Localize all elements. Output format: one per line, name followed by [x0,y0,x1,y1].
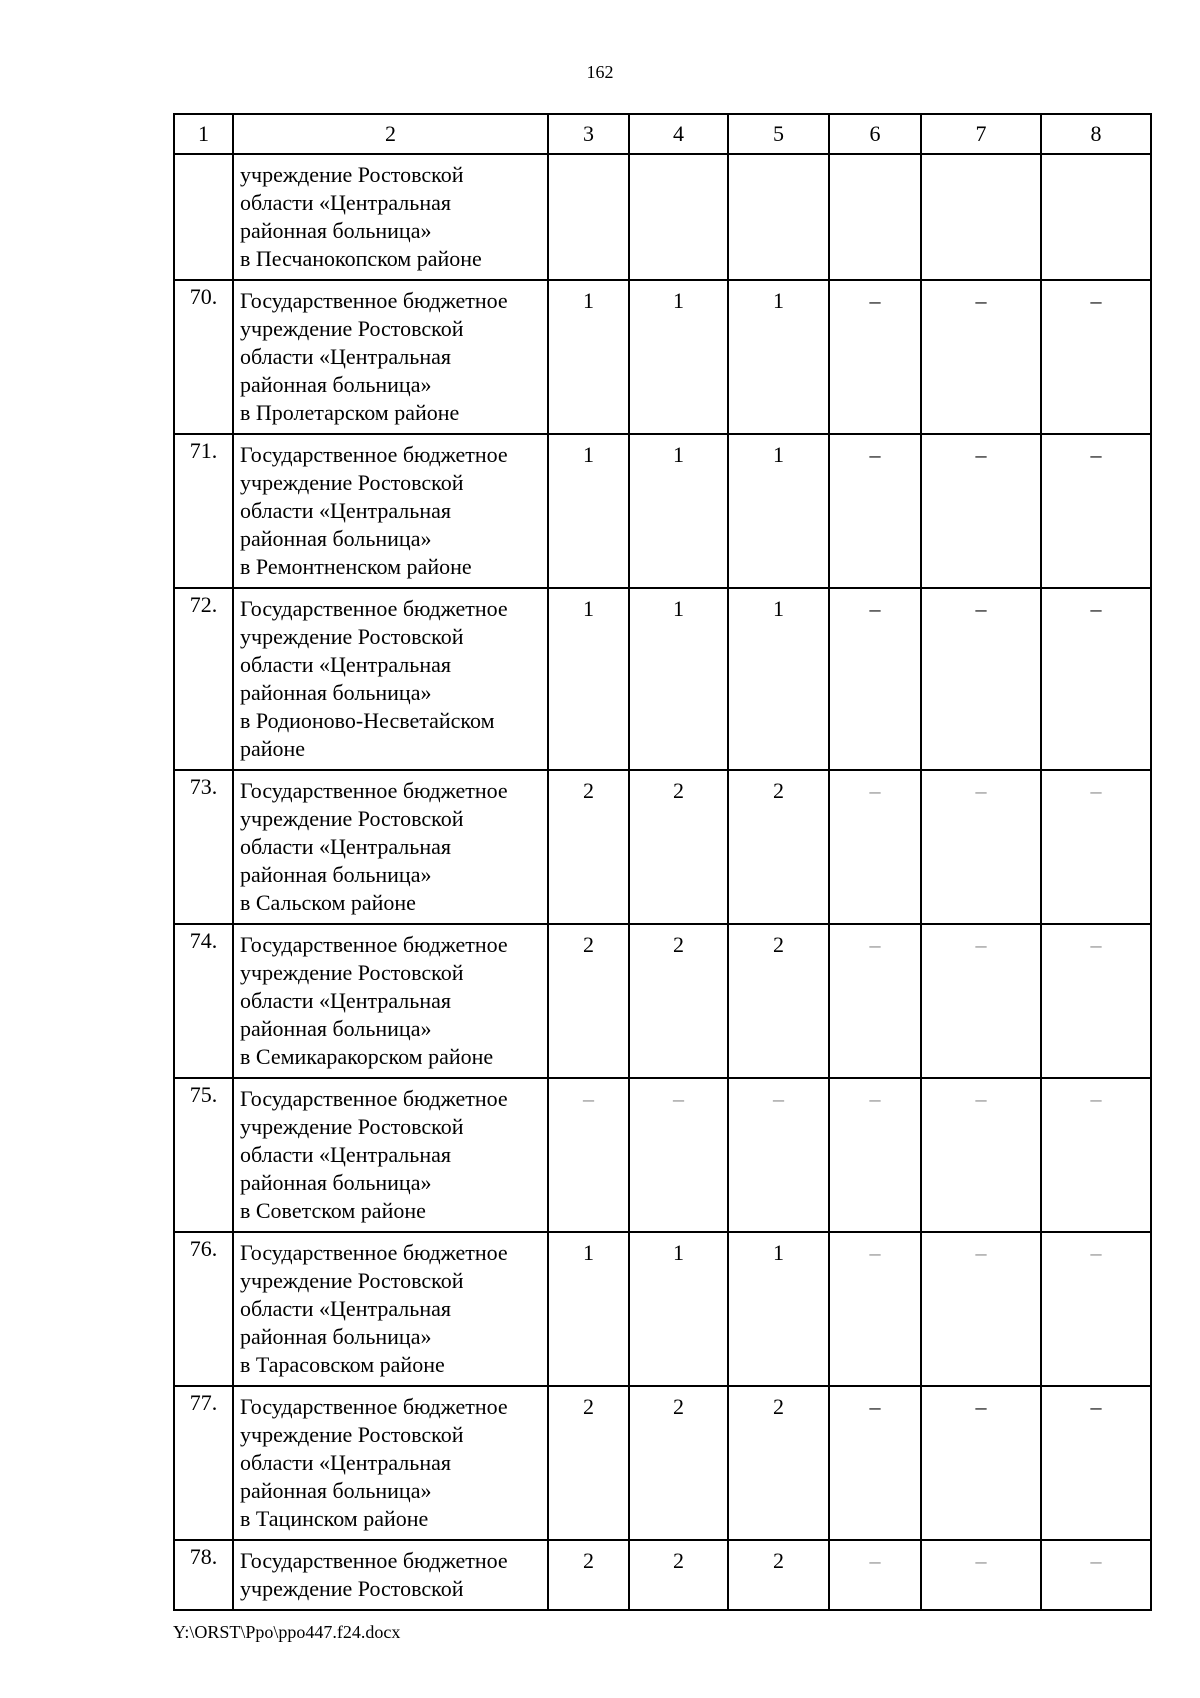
value-cell-col-7: – [921,1078,1041,1232]
institution-name-line: районе [240,736,306,761]
row-number: 73. [174,770,233,924]
table-row [174,588,1151,770]
institution-name-line: области «Центральная [240,344,451,369]
column-header: 4 [629,114,728,154]
institution-name-line: учреждение Ростовской [240,1576,464,1601]
value-cell-col-6: – [829,1078,921,1232]
value-cell-col-3: 2 [548,924,629,1078]
column-header: 6 [829,114,921,154]
row-number: 72. [174,588,233,770]
institution-name [233,1386,548,1540]
table-row [174,924,1151,1078]
institution-name [233,588,548,770]
value-cell-col-3: 1 [548,434,629,588]
value-cell-col-7: – [921,434,1041,588]
institution-name-line: в Тарасовском районе [240,1352,445,1377]
row-number [174,154,233,280]
value-cell-col-4: 2 [629,924,728,1078]
institution-name [233,1232,548,1386]
value-cell-col-7: – [921,1232,1041,1386]
value-cell-col-4: – [629,1078,728,1232]
institution-name-line: районная больница» [240,680,432,705]
value-cell-col-7 [921,154,1041,280]
value-cell-col-5: 2 [728,1386,829,1540]
value-cell-col-4: 2 [629,770,728,924]
value-cell-col-6: – [829,1386,921,1540]
value-cell-col-6 [829,154,921,280]
institution-name-line: области «Центральная [240,1450,451,1475]
institution-name [233,154,548,280]
institution-name-line: районная больница» [240,862,432,887]
institution-name-line: Государственное бюджетное [240,778,508,803]
institution-name-line: области «Центральная [240,1296,451,1321]
value-cell-col-4: 1 [629,1232,728,1386]
value-cell-col-7: – [921,280,1041,434]
row-number: 78. [174,1540,233,1610]
value-cell-col-7: – [921,1386,1041,1540]
table-row [174,154,1151,280]
value-cell-col-5: 1 [728,280,829,434]
row-number: 70. [174,280,233,434]
institution-name [233,434,548,588]
row-number: 71. [174,434,233,588]
institution-name-line: учреждение Ростовской [240,806,464,831]
value-cell-col-5 [728,154,829,280]
value-cell-col-6: – [829,1540,921,1610]
value-cell-col-3: 2 [548,1540,629,1610]
value-cell-col-4: 1 [629,588,728,770]
institution-name-line: районная больница» [240,1324,432,1349]
value-cell-col-3: 2 [548,1386,629,1540]
value-cell-col-8: – [1041,1386,1151,1540]
value-cell-col-7: – [921,924,1041,1078]
value-cell-col-4: 2 [629,1540,728,1610]
institution-name-line: Государственное бюджетное [240,1394,508,1419]
row-number: 74. [174,924,233,1078]
footer-file-path: Y:\ORST\Ppo\ppo447.f24.docx [173,1622,401,1642]
table-row [174,280,1151,434]
value-cell-col-8: – [1041,1540,1151,1610]
page-number: 162 [586,62,614,82]
institution-name-line: районная больница» [240,526,432,551]
institution-name-line: Государственное бюджетное [240,1548,508,1573]
institution-name-line: в Родионово-Несветайском [240,708,495,733]
value-cell-col-6: – [829,770,921,924]
value-cell-col-6: – [829,434,921,588]
value-cell-col-5: 1 [728,434,829,588]
value-cell-col-6: – [829,1232,921,1386]
value-cell-col-5: 1 [728,1232,829,1386]
data-table [173,113,1152,1611]
institution-name-line: области «Центральная [240,1142,451,1167]
table-row [174,1540,1151,1610]
value-cell-col-8: – [1041,924,1151,1078]
value-cell-col-3: 1 [548,280,629,434]
institution-name-line: учреждение Ростовской [240,624,464,649]
institution-name-line: Государственное бюджетное [240,1240,508,1265]
institution-name-line: учреждение Ростовской [240,960,464,985]
value-cell-col-8: – [1041,770,1151,924]
column-header: 1 [174,114,233,154]
institution-name-line: Государственное бюджетное [240,596,508,621]
institution-name-line: районная больница» [240,372,432,397]
column-header: 8 [1041,114,1151,154]
institution-name-line: в Советском районе [240,1198,426,1223]
table-row [174,1232,1151,1386]
value-cell-col-8: – [1041,434,1151,588]
value-cell-col-4: 2 [629,1386,728,1540]
table-row [174,434,1151,588]
institution-name-line: области «Центральная [240,834,451,859]
value-cell-col-5: – [728,1078,829,1232]
column-header: 2 [233,114,548,154]
value-cell-col-3: 1 [548,1232,629,1386]
value-cell-col-6: – [829,280,921,434]
institution-name [233,924,548,1078]
column-header: 5 [728,114,829,154]
value-cell-col-5: 1 [728,588,829,770]
institution-name-line: в Сальском районе [240,890,416,915]
row-number: 76. [174,1232,233,1386]
institution-name-line: учреждение Ростовской [240,1268,464,1293]
value-cell-col-3: 1 [548,588,629,770]
value-cell-col-8 [1041,154,1151,280]
institution-name-line: в Тацинском районе [240,1506,429,1531]
institution-name-line: области «Центральная [240,988,451,1013]
value-cell-col-8: – [1041,1078,1151,1232]
institution-name [233,280,548,434]
table-header-row [174,114,1151,154]
value-cell-col-5: 2 [728,770,829,924]
institution-name-line: Государственное бюджетное [240,1086,508,1111]
institution-name-line: учреждение Ростовской [240,316,464,341]
table-row [174,770,1151,924]
institution-name-line: учреждение Ростовской [240,1422,464,1447]
row-number: 75. [174,1078,233,1232]
institution-name-line: в Семикаракорском районе [240,1044,494,1069]
institution-name-line: учреждение Ростовской [240,470,464,495]
institution-name [233,1078,548,1232]
institution-name-line: области «Центральная [240,190,451,215]
value-cell-col-8: – [1041,588,1151,770]
value-cell-col-4 [629,154,728,280]
institution-name-line: в Пролетарском районе [240,400,460,425]
table-row [174,1078,1151,1232]
value-cell-col-8: – [1041,280,1151,434]
row-number: 77. [174,1386,233,1540]
value-cell-col-6: – [829,588,921,770]
value-cell-col-7: – [921,770,1041,924]
value-cell-col-3: 2 [548,770,629,924]
institution-name [233,1540,548,1610]
value-cell-col-6: – [829,924,921,1078]
value-cell-col-5: 2 [728,1540,829,1610]
value-cell-col-7: – [921,1540,1041,1610]
column-header: 7 [921,114,1041,154]
institution-name-line: Государственное бюджетное [240,932,508,957]
value-cell-col-5: 2 [728,924,829,1078]
value-cell-col-4: 1 [629,280,728,434]
institution-name-line: в Песчанокопском районе [240,246,482,271]
institution-name-line: Государственное бюджетное [240,288,508,313]
institution-name-line: в Ремонтненском районе [240,554,472,579]
column-header: 3 [548,114,629,154]
institution-name-line: районная больница» [240,1478,432,1503]
value-cell-col-4: 1 [629,434,728,588]
institution-name-line: учреждение Ростовской [240,1114,464,1139]
institution-name-line: учреждение Ростовской [240,162,464,187]
table-row [174,1386,1151,1540]
institution-name-line: районная больница» [240,1170,432,1195]
table-body [174,154,1151,1610]
institution-name [233,770,548,924]
institution-name-line: Государственное бюджетное [240,442,508,467]
institution-name-line: области «Центральная [240,498,451,523]
institution-name-line: области «Центральная [240,652,451,677]
value-cell-col-3: – [548,1078,629,1232]
value-cell-col-7: – [921,588,1041,770]
institution-name-line: районная больница» [240,218,432,243]
institution-name-line: районная больница» [240,1016,432,1041]
value-cell-col-3 [548,154,629,280]
value-cell-col-8: – [1041,1232,1151,1386]
